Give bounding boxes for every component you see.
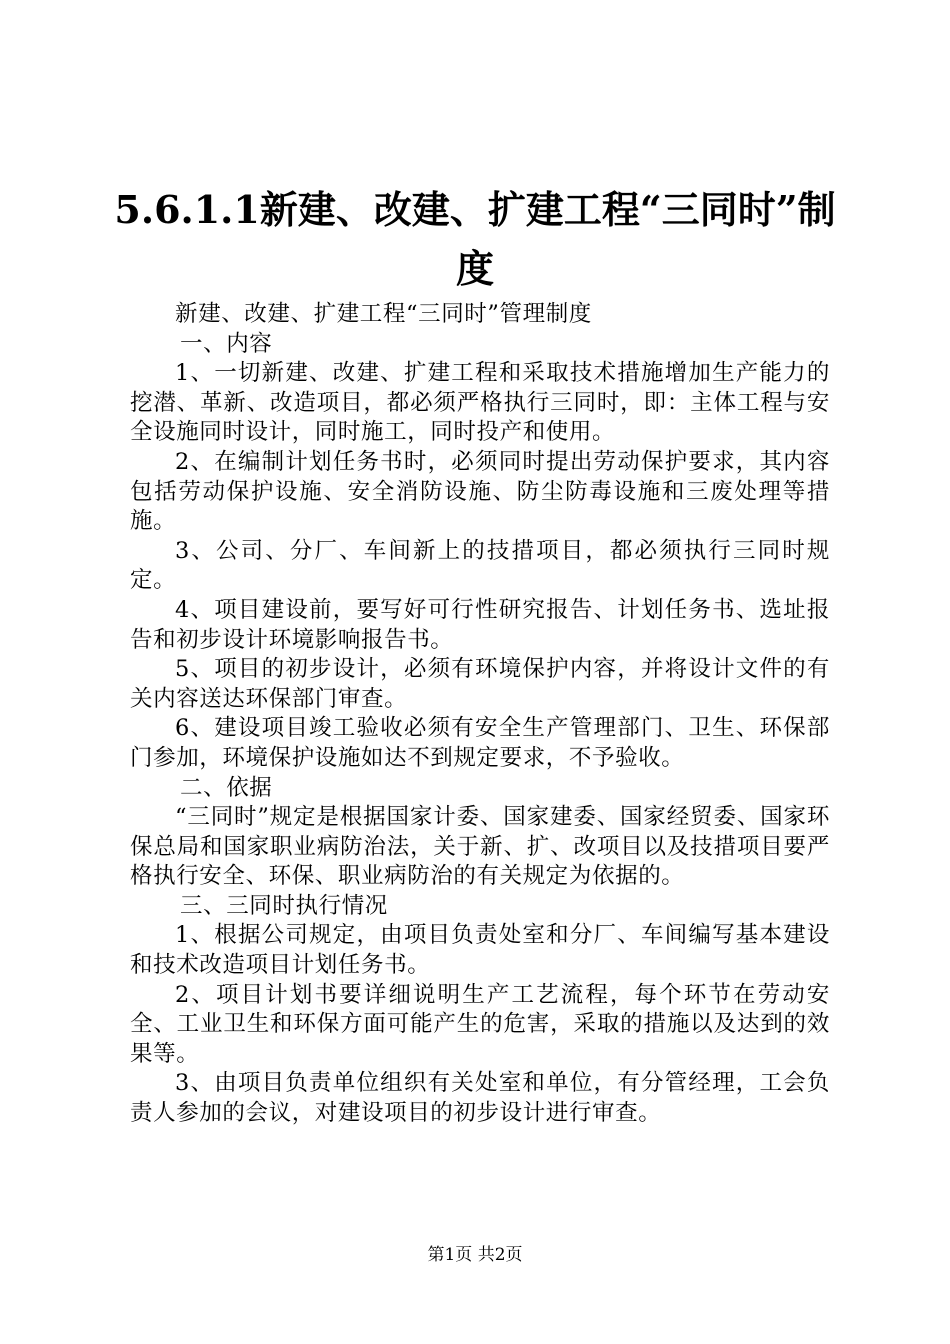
content-item-2: 2、在编制计划任务书时，必须同时提出劳动保护要求，其内容包括劳动保护设施、安全消防设施、防尘防毒设施和三废处理等措施。 [130,448,830,535]
content-item-3: 3、公司、分厂、车间新上的技措项目，都必须执行三同时规定。 [130,537,830,594]
section-heading-execution: 三、三同时执行情况 [180,892,388,919]
content-item-5: 5、项目的初步设计，必须有环境保护内容，并将设计文件的有关内容送达环保部门审查。 [130,656,830,712]
document-title-line-1: 5.6.1.1新建、改建、扩建工程“三同时”制 [114,187,836,232]
document-subtitle: 新建、改建、扩建工程“三同时”管理制度 [175,301,592,327]
section-heading-content: 一、内容 [180,330,273,357]
execution-item-2: 2、项目计划书要详细说明生产工艺流程，每个环节在劳动安全、工业卫生和环保方面可能产生的危害，采取的措施以及达到的效果等。 [130,981,830,1067]
section-heading-basis: 二、依据 [180,774,273,801]
document-title-line-2: 度 [455,246,494,291]
content-item-4: 4、项目建设前，要写好可行性研究报告、计划任务书、选址报告和初步设计环境影响报告书。 [130,596,830,653]
page-number-footer: 第1页 共2页 [427,1245,523,1265]
content-item-6: 6、建设项目竣工验收必须有安全生产管理部门、卫生、环保部门参加，环境保护设施如达不到规定要求，不予验收。 [130,715,830,771]
document-body [130,300,830,1129]
execution-item-1: 1、根据公司规定，由项目负责处室和分厂、车间编写基本建设和技术改造项目计划任务书。 [130,922,830,979]
basis-paragraph: “三同时”规定是根据国家计委、国家建委、国家经贸委、国家环保总局和国家职业病防治法，关于新、扩、改项目以及技措项目要严格执行安全、环保、职业病防治的有关规定为依据的。 [130,804,830,890]
execution-item-3: 3、由项目负责单位组织有关处室和单位，有分管经理，工会负责人参加的会议，对建设项目的初步设计进行审查。 [130,1070,830,1127]
content-item-1: 1、一切新建、改建、扩建工程和采取技术措施增加生产能力的挖潜、革新、改造项目，都必须严格执行三同时，即：主体工程与安全设施同时设计，同时施工，同时投产和使用。 [130,360,830,446]
